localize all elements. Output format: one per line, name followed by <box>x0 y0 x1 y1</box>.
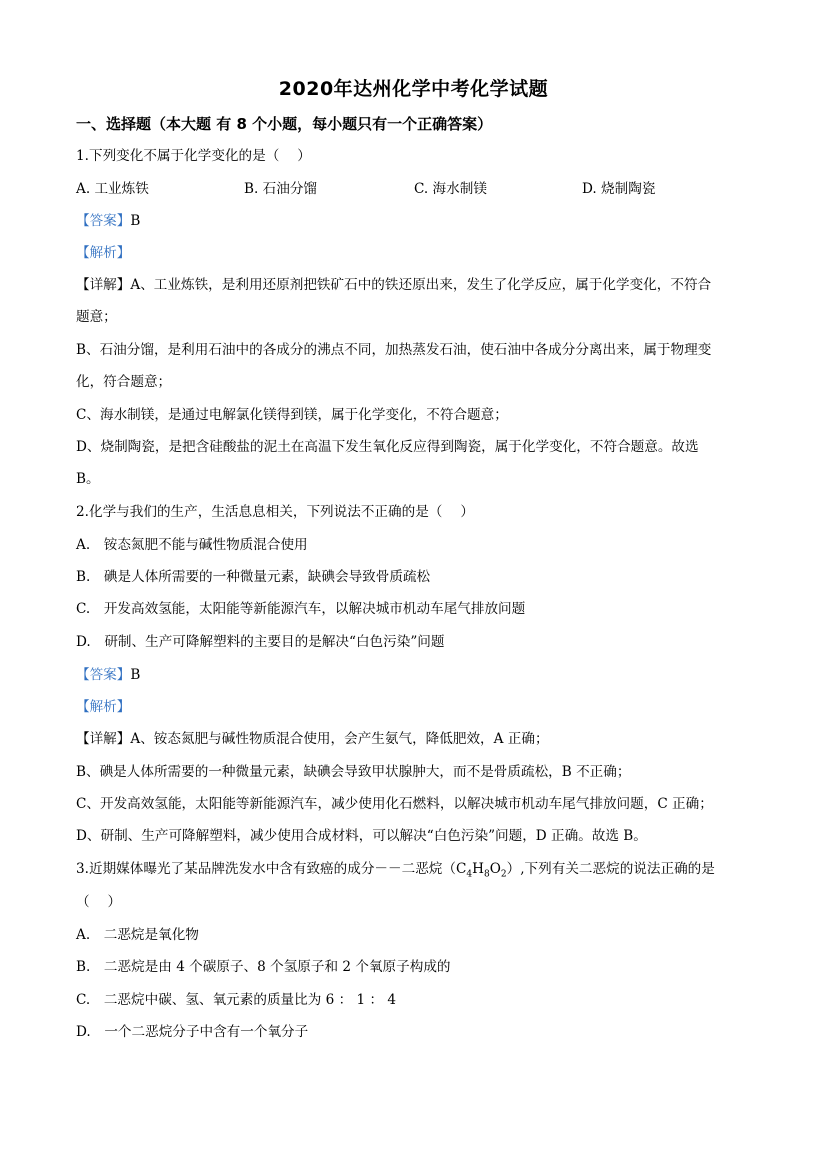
section-heading: 一、选择题（本大题 有 8 个小题，每小题只有一个正确答案） <box>76 115 493 133</box>
q3-stem-cont: （ ） <box>76 894 122 910</box>
q2-answer-label: 【答案】 <box>76 667 131 683</box>
q3-formula-sub: 4 <box>466 869 473 880</box>
q1-analysis-label: 【解析】 <box>76 245 131 261</box>
q1-detail-line: B、石油分馏，是利用石油中的各成分的沸点不同，加热蒸发石油，使石油中各成分分离出来，属于物理变 <box>76 342 712 358</box>
q3-stem-after: ）,下列有关二恶烷的说法正确的是 <box>506 861 715 877</box>
q3-stem-before: 3.近期媒体曝光了某品牌洗发水中含有致癌的成分－－二恶烷（C <box>76 861 467 877</box>
q1-option-d: D. 烧制陶瓷 <box>582 181 656 197</box>
q3-formula-h: H <box>472 861 484 877</box>
q2-analysis-label: 【解析】 <box>76 699 131 715</box>
q3-option-b: B. 二恶烷是由 4 个碳原子、8 个氢原子和 2 个氧原子构成的 <box>76 959 451 975</box>
q1-options <box>76 177 756 197</box>
q1-stem: 1.下列变化不属于化学变化的是（ ） <box>76 148 311 164</box>
q2-detail-line: C、开发高效氢能，太阳能等新能源汽车，减少使用化石燃料，以解决城市机动车尾气排放问题，C 正确； <box>76 796 713 812</box>
q1-option-b: B. 石油分馏 <box>244 181 318 197</box>
document-title: 2020年达州化学中考化学试题 <box>278 78 549 100</box>
q2-option-b: B. 碘是人体所需要的一种微量元素，缺碘会导致骨质疏松 <box>76 569 431 585</box>
q1-answer <box>76 211 140 231</box>
q3-stem <box>76 859 715 885</box>
q3-formula-sub: 2 <box>500 869 507 880</box>
q2-option-d: D. 研制、生产可降解塑料的主要目的是解决“白色污染”问题 <box>76 634 445 650</box>
q3-formula-o: O <box>489 861 501 877</box>
q3-formula-sub: 8 <box>484 869 490 880</box>
q2-detail-line: D、研制、生产可降解塑料，减少使用合成材料，可以解决“白色污染”问题，D 正确。故选 B。 <box>76 828 647 844</box>
q1-detail-line: 【详解】A、工业炼铁，是利用还原剂把铁矿石中的铁还原出来，发生了化学反应，属于化学变化，不符合 <box>76 277 712 293</box>
q2-answer <box>76 665 140 685</box>
q1-answer-label: 【答案】 <box>76 213 131 229</box>
q2-answer-value: B <box>130 667 141 683</box>
q1-detail-line: C、海水制镁，是通过电解氯化镁得到镁，属于化学变化，不符合题意； <box>76 407 508 423</box>
q3-option-a: A. 二恶烷是氧化物 <box>76 927 199 943</box>
q3-option-d: D. 一个二恶烷分子中含有一个氧分子 <box>76 1024 309 1040</box>
q1-detail-line: 化，符合题意； <box>76 374 172 390</box>
q1-option-a: A. 工业炼铁 <box>76 181 149 197</box>
q1-detail-line: B。 <box>76 471 100 487</box>
q2-option-a: A. 铵态氮肥不能与碱性物质混合使用 <box>76 537 308 553</box>
q3-option-c: C. 二恶烷中碳、氢、氧元素的质量比为 6 ： 1 ： 4 <box>76 992 397 1008</box>
q2-option-c: C. 开发高效氢能，太阳能等新能源汽车，以解决城市机动车尾气排放问题 <box>76 601 526 617</box>
q2-detail-line: B、碘是人体所需要的一种微量元素，缺碘会导致甲状腺肿大，而不是骨质疏松，B 不正确； <box>76 764 631 780</box>
q1-detail-line: 题意； <box>76 309 117 325</box>
q1-option-c: C. 海水制镁 <box>414 181 487 197</box>
q2-stem: 2.化学与我们的生产，生活息息相关，下列说法不正确的是（ ） <box>76 504 474 520</box>
q2-detail-line: 【详解】A、铵态氮肥与碱性物质混合使用，会产生氨气，降低肥效，A 正确； <box>76 731 549 747</box>
q1-detail-line: D、烧制陶瓷，是把含硅酸盐的泥土在高温下发生氧化反应得到陶瓷，属于化学变化，不符合题意。故选 <box>76 439 699 455</box>
q1-answer-value: B <box>130 213 141 229</box>
